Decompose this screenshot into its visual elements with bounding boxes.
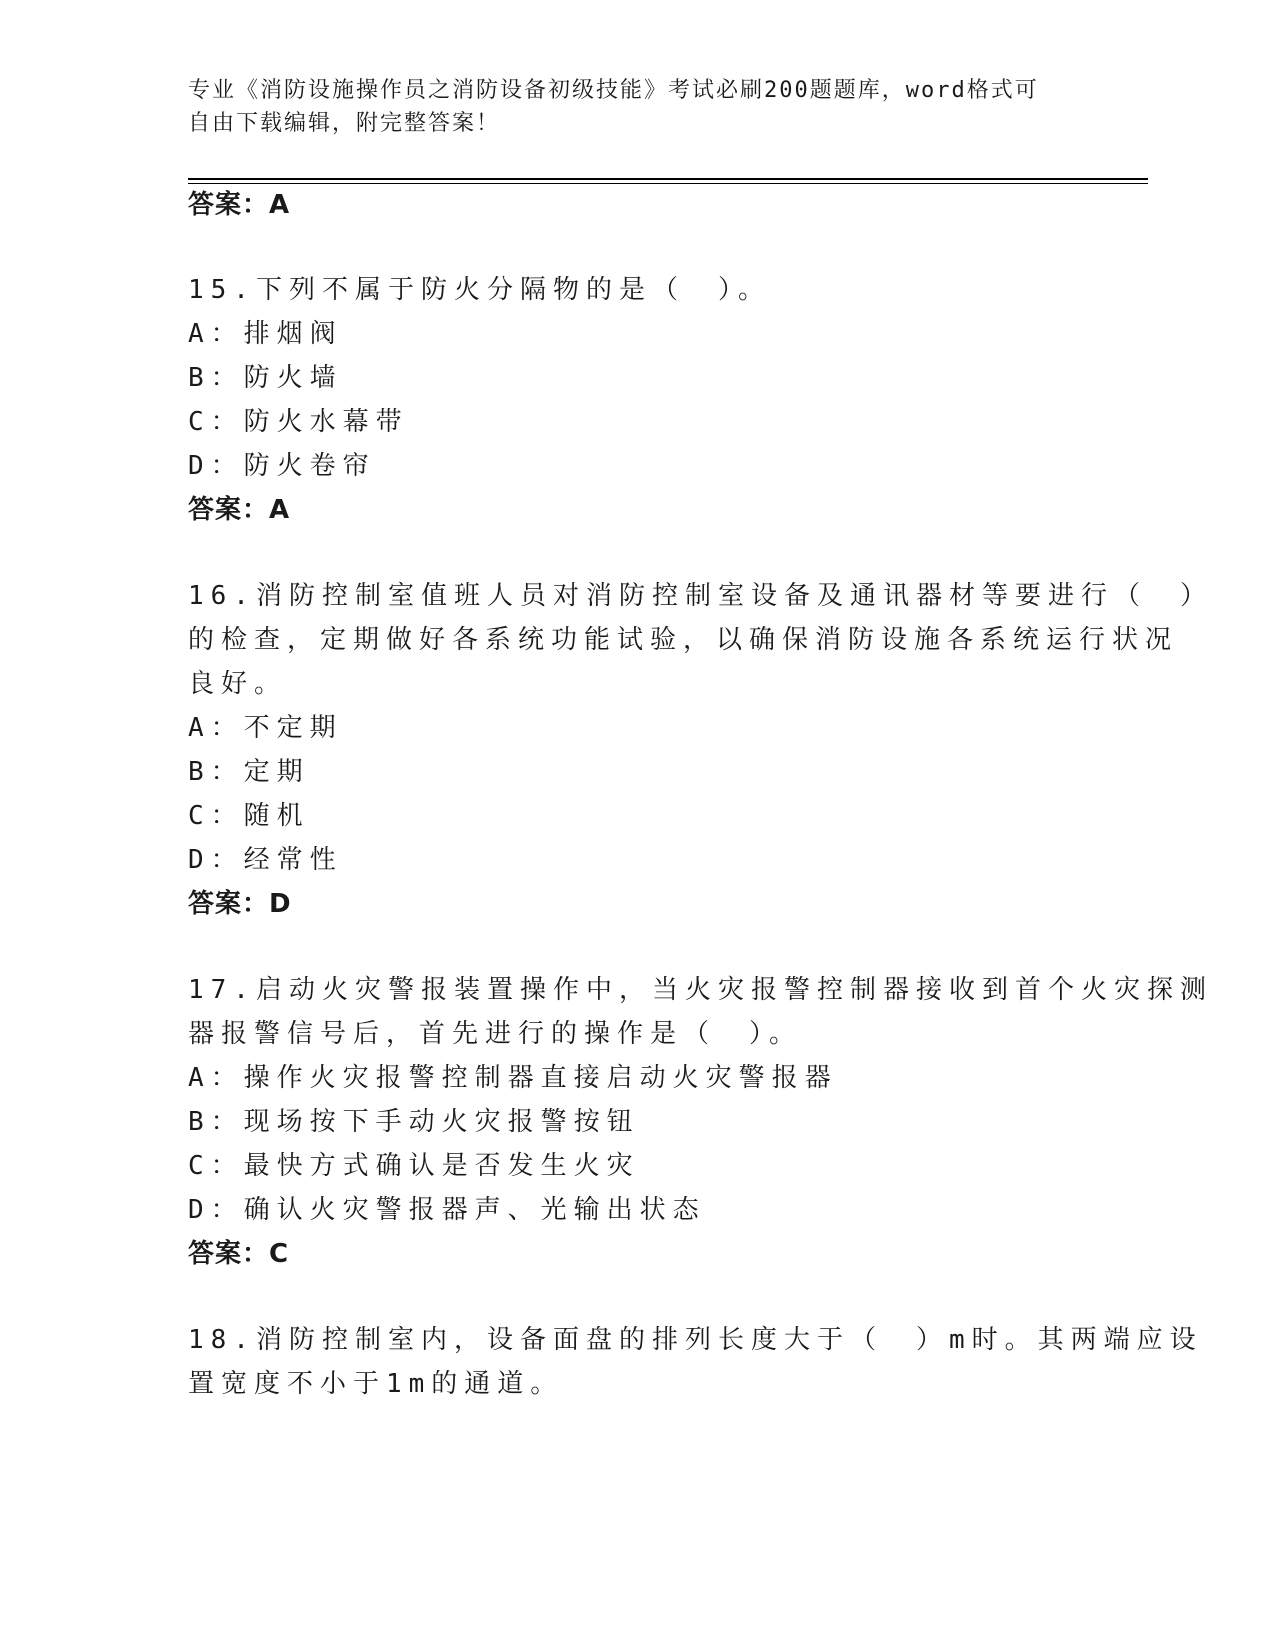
q15-option-a: A：排烟阀	[188, 319, 343, 349]
header-line-2: 自由下载编辑，附完整答案！	[188, 111, 501, 136]
q16-option-b: B：定期	[188, 757, 310, 787]
q17-option-c: C：最快方式确认是否发生火灾	[188, 1151, 640, 1181]
q17-stem-line-2: 器报警信号后，首先进行的操作是（ ）。	[188, 1019, 803, 1049]
q15-option-c: C：防火水幕带	[188, 407, 409, 437]
q17-option-b: B：现场按下手动火灾报警按钮	[188, 1107, 640, 1137]
q18-stem-line-1: 18.消防控制室内，设备面盘的排列长度大于（ ）m时。其两端应设	[188, 1325, 1203, 1355]
q17-stem-line-1: 17.启动火灾警报装置操作中，当火灾报警控制器接收到首个火灾探测	[188, 975, 1213, 1005]
q17-option-d: D：确认火灾警报器声、光输出状态	[188, 1195, 706, 1225]
header-rule-thick	[188, 178, 1148, 180]
q17-option-a: A：操作火灾报警控制器直接启动火灾警报器	[188, 1063, 838, 1093]
q16-option-d: D：经常性	[188, 845, 343, 875]
q18-stem-line-2: 置宽度不小于1m的通道。	[188, 1369, 564, 1399]
header-rule-thin	[188, 183, 1148, 184]
answer-previous: 答案：A	[188, 190, 291, 220]
q16-stem-line-2: 的检查，定期做好各系统功能试验，以确保消防设施各系统运行状况	[188, 625, 1179, 655]
q16-option-c: C：随机	[188, 801, 310, 831]
q16-option-a: A：不定期	[188, 713, 343, 743]
q16-answer: 答案：D	[188, 889, 292, 919]
document-header	[188, 74, 1068, 140]
q15-option-d: D：防火卷帘	[188, 451, 376, 481]
q16-stem-line-1: 16.消防控制室值班人员对消防控制室设备及通讯器材等要进行（ ）	[188, 581, 1213, 611]
q16-stem-line-3: 良好。	[188, 669, 288, 699]
q17-answer: 答案：C	[188, 1239, 290, 1269]
q15-option-b: B：防火墙	[188, 363, 343, 393]
q15-stem: 15.下列不属于防火分隔物的是（ ）。	[188, 275, 771, 305]
header-line-1: 专业《消防设施操作员之消防设备初级技能》考试必刷200题题库，word格式可	[188, 78, 1039, 103]
q15-answer: 答案：A	[188, 495, 291, 525]
